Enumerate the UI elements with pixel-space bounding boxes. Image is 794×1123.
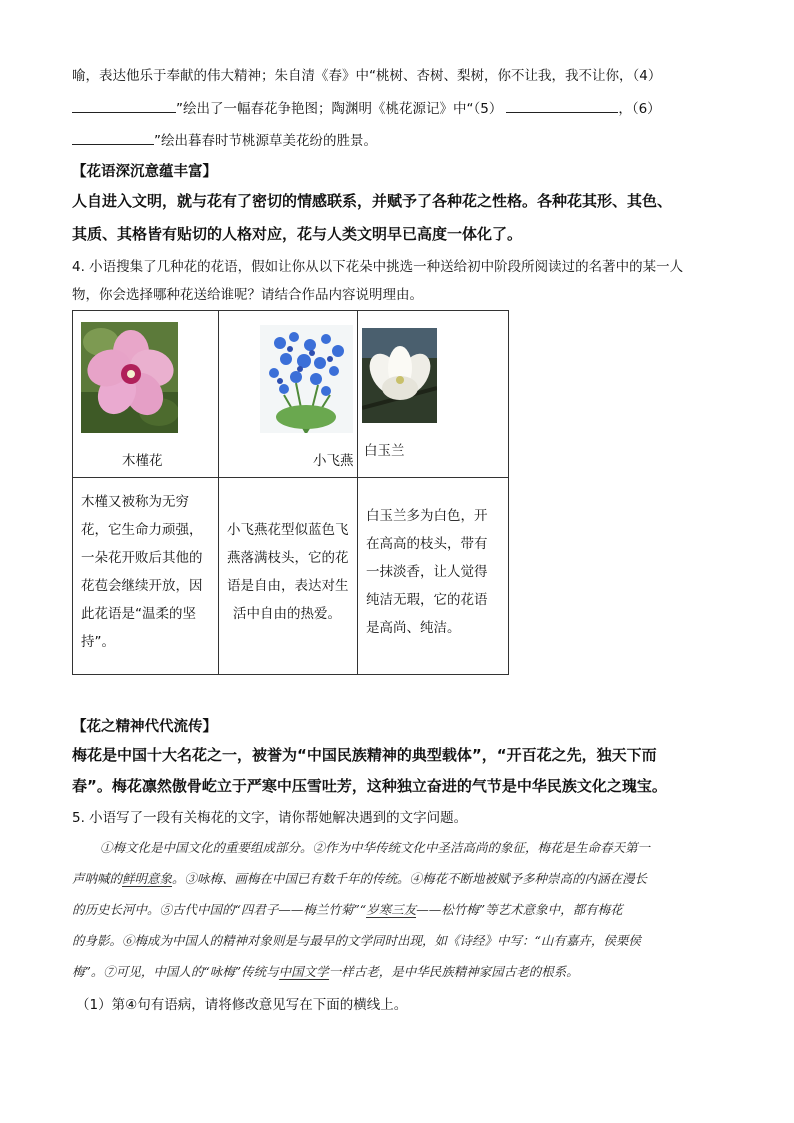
underlined-phrase: 岁寒三友 [366, 902, 417, 917]
flower-desc-hibiscus [73, 478, 219, 675]
passage-text: 。③咏梅、画梅在中国已有数千年的传统。④梅花不断地被赋予多种崇高的内涵在漫长 [172, 871, 648, 886]
flower-cell-larkspur [219, 311, 358, 478]
section-title-1: 【花语深沉意蕴丰富】 [72, 164, 217, 180]
text-line-3-content: ”绘出暮春时节桃源草美花纷的胜景。 [154, 133, 377, 149]
passage-line-1: ①梅文化是中国文化的重要组成部分。②作为中华传统文化中圣洁高尚的象征，梅花是生命春天第一 [100, 840, 651, 855]
desc-larkspur [227, 516, 349, 628]
question-5-sub-1: （1）第④句有语病，请将修改意见写在下面的横线上。 [76, 997, 408, 1013]
answer-blank-5[interactable] [506, 98, 618, 113]
flower-desc-magnolia [358, 478, 509, 675]
desc-line: 白玉兰多为白色，开 [366, 508, 488, 524]
passage-text: 的历史长河中。⑤古代中国的“四君子——梅兰竹菊”“ [72, 902, 367, 917]
text-line-2 [72, 98, 661, 119]
desc-line: 持”。 [81, 634, 115, 650]
flower-name-hibiscus: 木槿花 [122, 453, 163, 469]
question-4-line-2: 物，你会选择哪种花送给谁呢？请结合作品内容说明理由。 [72, 287, 423, 303]
underlined-phrase: 中国文学 [278, 964, 329, 979]
flower-table [72, 310, 509, 675]
section2-intro-line-2: 春”。梅花凛然傲骨屹立于严寒中压雪吐芳，这种独立奋进的气节是中华民族文化之瑰宝。 [72, 777, 667, 795]
hibiscus-photo [81, 322, 178, 433]
passage-text: 一样古老，是中华民族精神家园古老的根系。 [328, 964, 579, 979]
passage-line-4: 的身影。⑥梅成为中国人的精神对象则是与最早的文学同时出现，如《诗经》中写：“山有嘉卉，侯栗侯 [72, 933, 641, 948]
desc-magnolia [366, 502, 488, 642]
text-line-3 [72, 130, 377, 151]
passage-text: ——松竹梅”等艺术意象中，都有梅花 [416, 902, 623, 917]
answer-blank-6[interactable] [72, 130, 154, 145]
text-line-2-tail: ，（6） [618, 101, 661, 117]
question-4-line-1: 4. 小语搜集了几种花的花语，假如让你从以下花朵中挑选一种送给初中阶段所阅读过的名著中的某一人 [72, 259, 684, 275]
flower-cell-hibiscus [73, 311, 219, 478]
passage-line-5 [72, 962, 579, 982]
desc-line: 一朵花开败后其他的 [81, 550, 203, 566]
section-title-2: 【花之精神代代流传】 [72, 719, 217, 735]
desc-line: 燕落满枝头，它的花 [227, 550, 349, 566]
desc-line: 花苞会继续开放，因 [81, 578, 203, 594]
section1-intro-line-1: 人自进入文明，就与花有了密切的情感联系，并赋予了各种花之性格。各种花其形、其色、 [72, 192, 673, 210]
desc-line: 语是自由，表达对生 [227, 578, 349, 594]
underlined-phrase: 鲜明意象 [122, 871, 173, 886]
answer-blank-4[interactable] [72, 98, 176, 113]
section1-intro-line-2: 其质、其格皆有贴切的人格对应，花与人类文明早已高度一体化了。 [72, 225, 523, 243]
passage-text: 声呐喊的 [72, 871, 123, 886]
desc-line: 此花语是“温柔的坚 [81, 606, 196, 622]
flower-name-magnolia: 白玉兰 [364, 443, 405, 459]
passage-text: 梅”。⑦可见，中国人的“咏梅”传统与 [72, 964, 279, 979]
flower-desc-larkspur [219, 478, 358, 675]
desc-line: 在高高的枝头，带有 [366, 536, 488, 552]
desc-line: 小飞燕花型似蓝色飞 [227, 522, 349, 538]
desc-line: 一抹淡香，让人觉得 [366, 564, 488, 580]
desc-line: 是高尚、纯洁。 [366, 620, 461, 636]
desc-line: 木槿又被称为无穷 [81, 494, 189, 510]
question-5-line-1: 5. 小语写了一段有关梅花的文字，请你帮她解决遇到的文字问题。 [72, 810, 468, 826]
desc-line: 活中自由的热爱。 [233, 606, 341, 622]
desc-line: 花，它生命力顽强， [81, 522, 203, 538]
magnolia-photo [362, 328, 437, 423]
passage-line-3 [72, 900, 623, 920]
flower-name-larkspur: 小飞燕 [313, 453, 354, 469]
text-line-1: 喻，表达他乐于奉献的伟大精神；朱自清《春》中“桃树、杏树、梨树，你不让我，我不让你，（4） [72, 68, 662, 84]
desc-line: 纯洁无瑕，它的花语 [366, 592, 488, 608]
flower-cell-magnolia [358, 311, 509, 478]
text-line-2-content: ”绘出了一幅春花争艳图；陶渊明《桃花源记》中“（5） [176, 101, 503, 117]
section2-intro-line-1: 梅花是中国十大名花之一，被誉为“中国民族精神的典型载体”，“开百花之先，独天下而 [72, 746, 657, 764]
passage-line-2 [72, 869, 647, 889]
larkspur-photo [260, 325, 353, 433]
desc-hibiscus [81, 488, 203, 656]
